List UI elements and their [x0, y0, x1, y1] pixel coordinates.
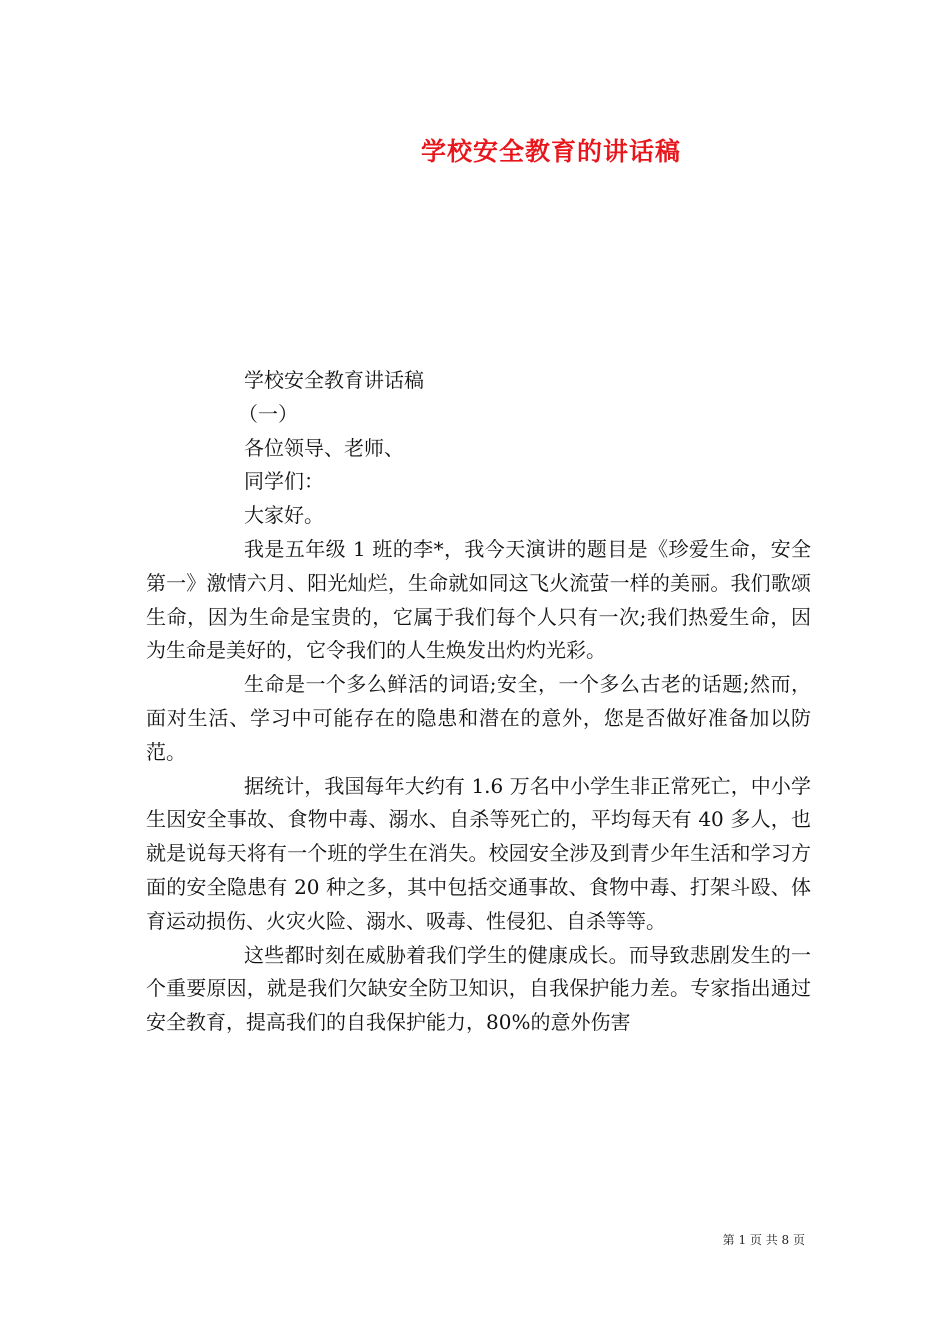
document-body — [146, 364, 811, 1040]
speech-heading: 学校安全教育讲话稿 — [244, 368, 424, 392]
salutation-line-1: 各位领导、老师、 — [244, 435, 404, 460]
section-marker: （一） — [238, 401, 298, 426]
paragraph-4: 这些都时刻在威胁着我们学生的健康成长。而导致悲剧发生的一个重要原因，就是我们欠缺安全防卫知识，自我保护能力差。专家指出通过安全教育，提高我们的自我保护能力，80%的意外伤害 — [146, 942, 811, 1035]
paragraph-1: 我是五年级 1 班的李*，我今天演讲的题目是《珍爱生命，安全第一》激情六月、阳光灿烂，生命就如同这飞火流萤一样的美丽。我们歌颂生命，因为生命是宝贵的，它属于我们每个人只有一次;我们热爱生命，因为生命是美好的，它令我们的人生焕发出灼灼光彩。 — [146, 536, 811, 663]
page-footer: 第 1 页 共 8 页 — [722, 1233, 805, 1247]
paragraph-2: 生命是一个多么鲜活的词语;安全，一个多么古老的话题;然而，面对生活、学习中可能存在的隐患和潜在的意外，您是否做好准备加以防范。 — [146, 672, 811, 764]
document-title: 学校安全教育的讲话稿 — [420, 137, 681, 166]
greeting-line: 大家好。 — [244, 503, 324, 528]
salutation-line-2: 同学们： — [244, 469, 324, 494]
paragraph-3: 据统计，我国每年大约有 1.6 万名中小学生非正常死亡，中小学生因安全事故、食物中毒、溺水、自杀等死亡的，平均每天有 40 多人，也就是说每天将有一个班的学生在消失。校园安全涉及到青少年生活和学习方面的安全隐患有 20 种之多，其中包括交通事故、食物中毒、打架斗殴、体育运动损伤、火灾火险、溺水、吸毒、性侵犯、自杀等等。 — [146, 773, 811, 933]
